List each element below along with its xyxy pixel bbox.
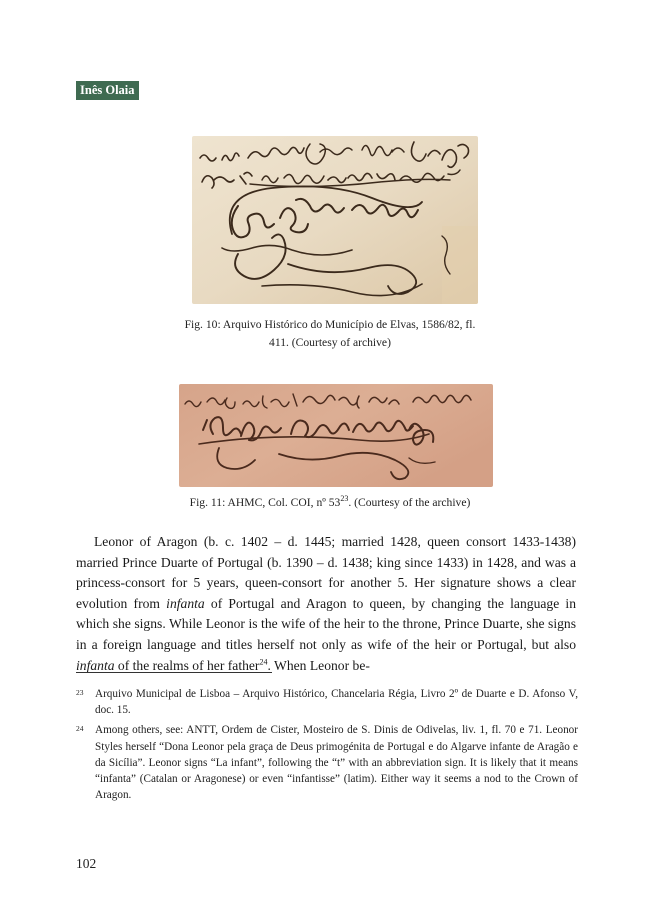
author-header-tag: Inês Olaia — [76, 81, 139, 100]
footnotes — [76, 686, 578, 807]
figure-11-caption — [110, 494, 550, 512]
infanta-emphasis-1: infanta — [166, 595, 205, 611]
figure-10-manuscript-image — [192, 136, 478, 304]
footnote-separator — [76, 672, 272, 673]
manuscript-signature-image-1 — [192, 136, 478, 304]
manuscript-signature-image-2 — [179, 384, 493, 487]
figure-11-caption-text-end: . (Courtesy of the archive) — [348, 496, 471, 509]
infanta-emphasis-2: infanta — [76, 657, 115, 673]
footnote-number: 24 — [76, 724, 84, 734]
figure-10-caption-line-1: Fig. 10: Arquivo Histórico do Município de Elvas, 1586/82, fl. — [184, 318, 476, 331]
body-text-part-4: . When Leonor be- — [267, 657, 370, 673]
footnote-text: Among others, see: ANTT, Ordem de Cister, Mosteiro de S. Dinis de Odivelas, liv. 1, fl. 70 e 71. Leonor Styles herself “Dona Leonor pela graça de Deus primogénita de Portugal e do Algarve infante de Aragão e da Sicília”. Leonor signs “La infant”, following the “t” with an abbreviation sign. It is likely that it means “infanta” (Catalan or Aragonese) or even “infantisse” (latim). Either way it seems a nod to the Crown of Aragon. — [95, 724, 578, 802]
body-text-part-1: Leonor of Aragon (b. c. 1402 – d. 1445; married 1428, queen consort 1433-1438) married Prince Duarte of Portugal (b. 1390 – d. 1438; king since 1433) in 1428, and was a princess-consort for 5 years, queen-consort for another 5. Her signature shows a clear evolution from — [76, 534, 576, 611]
figure-11-caption-text: Fig. 11: AHMC, Col. COI, nº 53 — [189, 496, 341, 509]
footnote-24 — [76, 722, 578, 803]
footnote-text: Arquivo Municipal de Lisboa – Arquivo Histórico, Chancelaria Régia, Livro 2º de Duarte e D. Afonso V, doc. 15. — [95, 688, 578, 717]
figure-10-caption-line-2: 411. (Courtesy of archive) — [269, 336, 391, 349]
figure-11-manuscript-image — [179, 384, 493, 487]
body-text-part-2: of Portugal and Aragon to queen, by changing the language in which she signs. While Leonor is the wife of the heir to the throne, Prince Duarte, she signs in a foreign language and titles herself not only as wife of the heir or Portugal, but also — [76, 595, 576, 652]
footnote-ref-23: 23 — [340, 494, 349, 504]
figure-10-caption — [140, 316, 520, 352]
footnote-23 — [76, 686, 578, 718]
body-text-part-3: of the realms of her father — [114, 657, 260, 673]
footnote-number: 23 — [76, 688, 84, 697]
page-number: 102 — [76, 856, 97, 871]
body-paragraph — [76, 532, 576, 676]
footnote-ref-24: 24 — [259, 657, 268, 667]
